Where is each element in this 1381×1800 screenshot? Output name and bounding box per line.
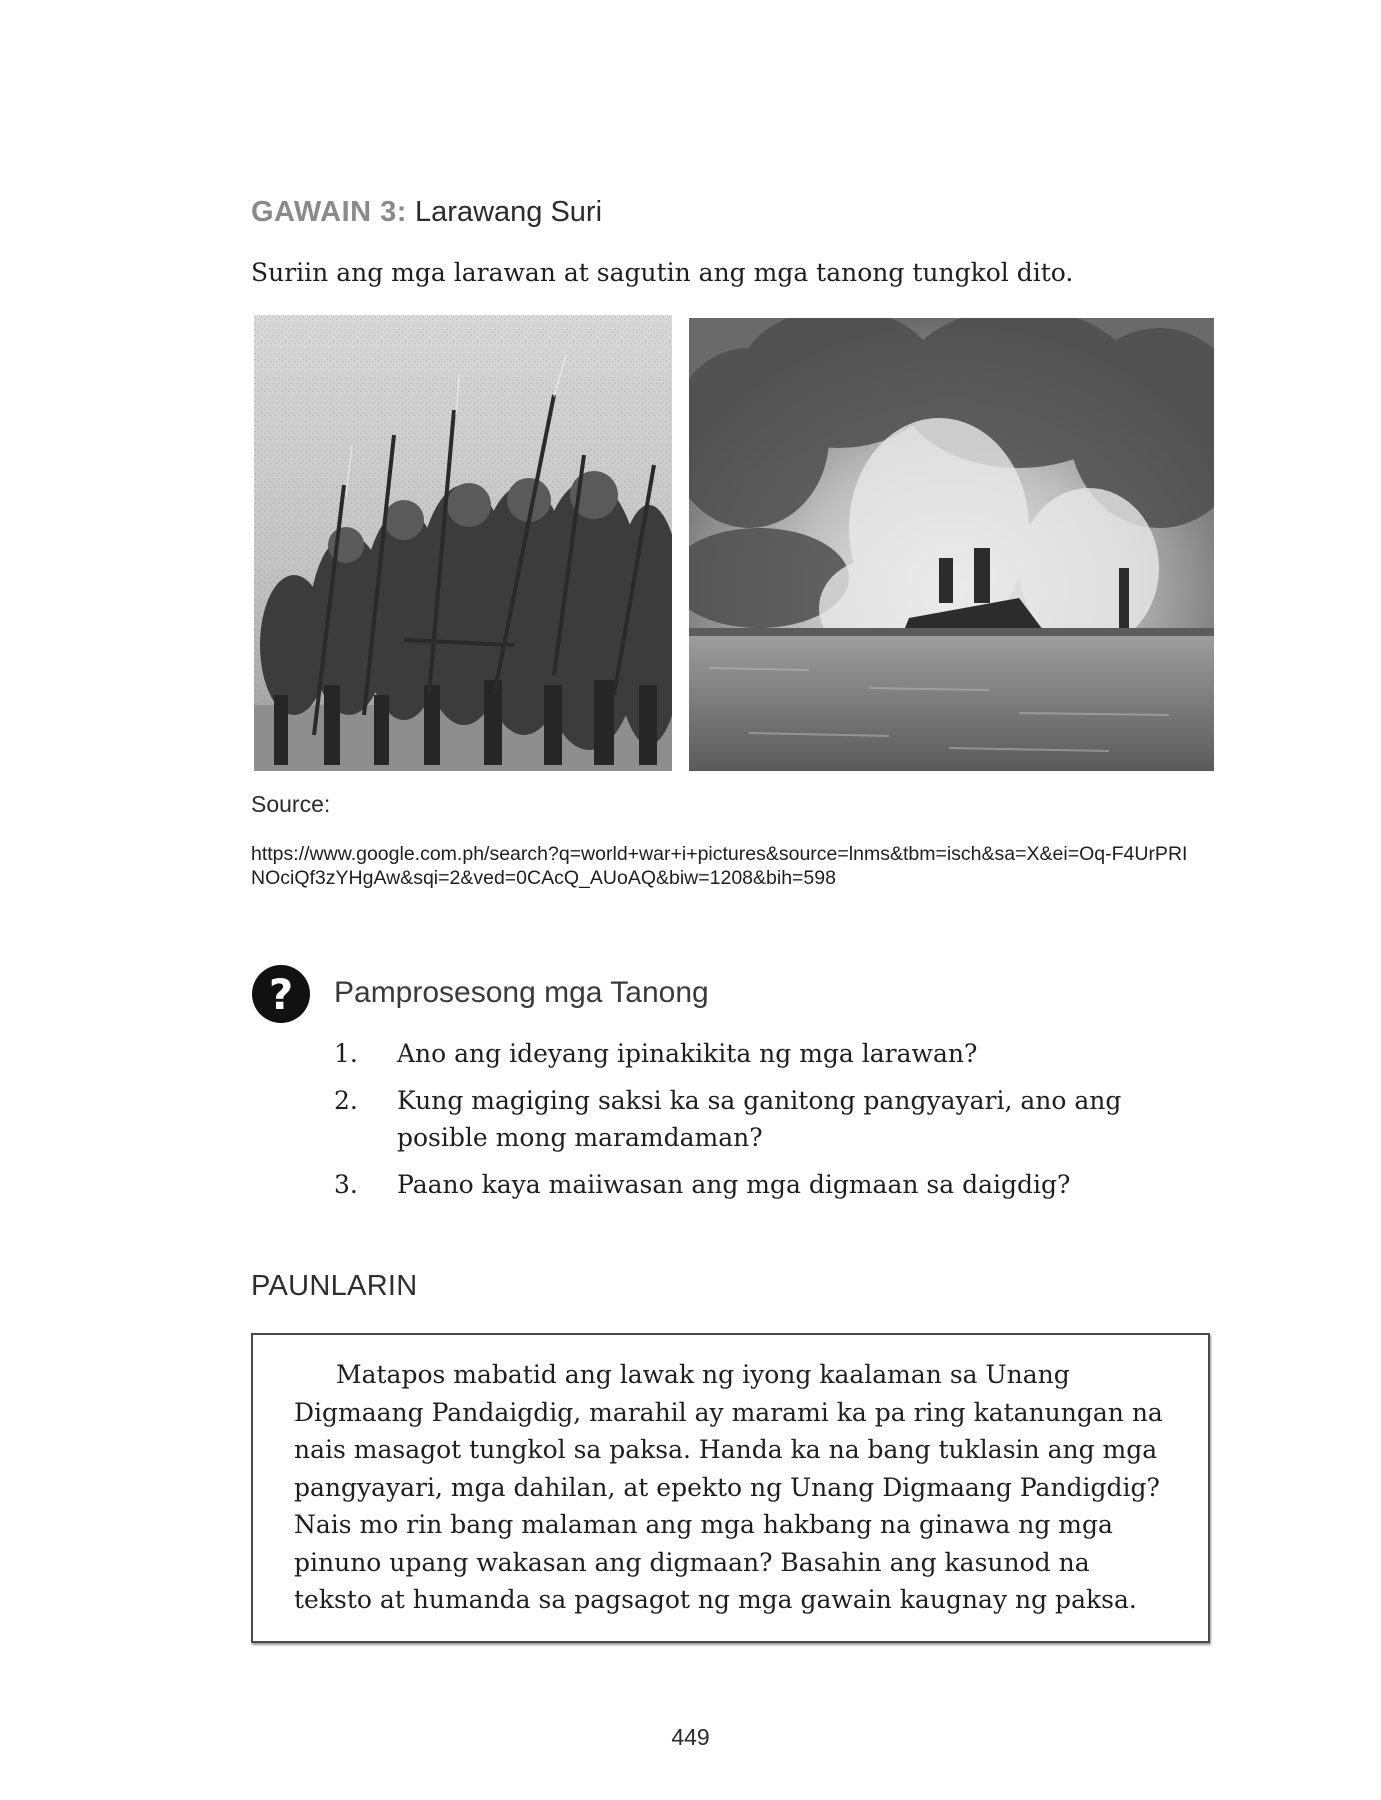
soldiers-photo	[254, 315, 672, 771]
instruction-text: Suriin ang mga larawan at sagutin ang mga tanong tungkol dito.	[251, 258, 1074, 287]
burning-harbor-photo	[689, 318, 1214, 771]
list-item	[334, 1082, 1214, 1156]
page-number: 449	[671, 1724, 710, 1750]
source-url: https://www.google.com.ph/search?q=world+war+i+pictures&source=lnms&tbm=isch&sa=X&ei=Oq-F4UrPRINOciQf3zYHgAw&sqi=2&ved=0CAcQ_AUoAQ&biw=1208&bih=598	[251, 843, 1188, 889]
question-text: Paano kaya maiiwasan ang mga digmaan sa daigdig?	[397, 1170, 1071, 1199]
processing-questions-heading: Pamprosesong mga Tanong	[334, 976, 709, 1009]
list-item	[334, 1166, 1214, 1203]
question-number: 3.	[334, 1170, 358, 1199]
question-icon	[251, 964, 311, 1024]
list-item	[334, 1035, 1214, 1072]
question-list	[334, 1035, 1214, 1213]
activity-label: GAWAIN 3:	[251, 196, 407, 228]
question-number: 1.	[334, 1039, 358, 1068]
question-number: 2.	[334, 1086, 358, 1115]
activity-title	[251, 196, 602, 229]
paunlarin-paragraph: Matapos mabatid ang lawak ng iyong kaalaman sa Unang Digmaang Pandaigdig, marahil ay marami ka pa ring katanungan na nais masagot tungkol sa paksa. Handa ka na bang tuklasin ang mga pangyayari, mga dahilan, at epekto ng Unang Digmaang Pandigdig? Nais mo rin bang malaman ang mga hakbang na ginawa ng mga pinuno upang wakasan ang digmaan? Basahin ang kasunod na teksto at humanda sa pagsagot ng mga gawain kaugnay ng paksa.	[294, 1360, 1163, 1614]
paunlarin-box	[251, 1333, 1210, 1643]
paunlarin-heading: PAUNLARIN	[251, 1270, 418, 1302]
source-label: Source:	[251, 791, 331, 817]
question-text: Kung magiging saksi ka sa ganitong pangyayari, ano ang posible mong maramdaman?	[397, 1086, 1122, 1152]
activity-name: Larawang Suri	[415, 196, 603, 228]
svg-text:?: ?	[268, 970, 294, 1019]
question-text: Ano ang ideyang ipinakikita ng mga larawan?	[397, 1039, 978, 1068]
